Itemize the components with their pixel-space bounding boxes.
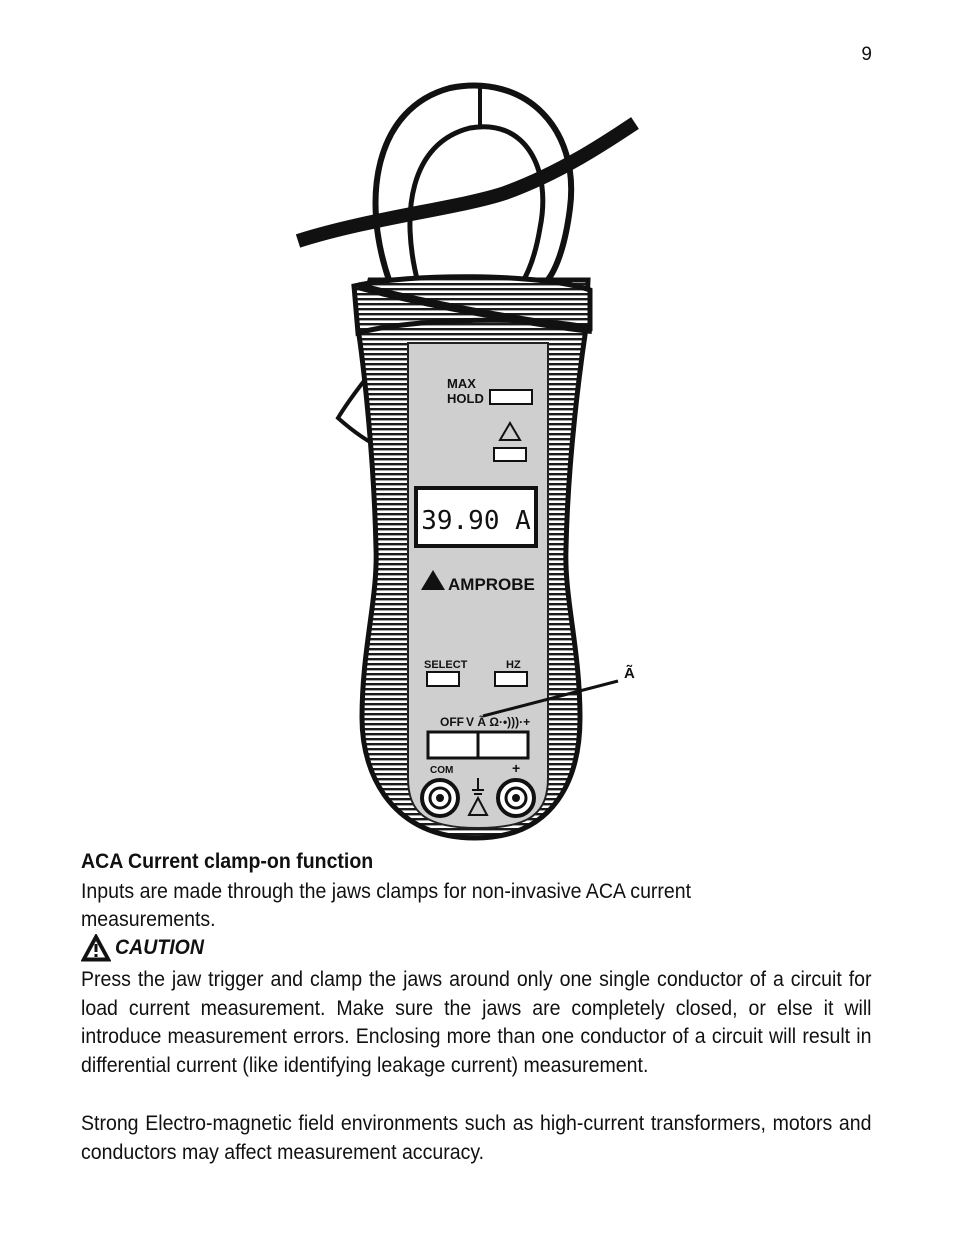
- hz-button: [495, 672, 527, 686]
- page-number: 9: [861, 44, 872, 65]
- caution-label: CAUTION: [115, 936, 204, 959]
- brand-name: AMPROBE: [448, 575, 535, 594]
- callout-label: Ã: [624, 665, 635, 682]
- warning-triangle-icon: [81, 934, 111, 962]
- positive-jack-icon: [498, 780, 534, 816]
- section-heading: ACA Current clamp-on function: [81, 850, 374, 873]
- max-hold-label-1: MAX: [447, 376, 476, 391]
- conductor-wire: [298, 123, 635, 241]
- caution-paragraph-2: Strong Electro-magnetic field environments such as high-current transformers, motors and conductors may affect measurement accuracy.: [81, 1112, 872, 1164]
- select-button: [427, 672, 459, 686]
- clamp-meter-illustration: [290, 78, 650, 848]
- relative-button: [494, 448, 526, 461]
- com-jack-icon: [422, 780, 458, 816]
- max-hold-button: [490, 390, 532, 404]
- lcd-reading: 39.90 A: [421, 506, 531, 536]
- caution-heading: [81, 932, 211, 964]
- section-body: Inputs are made through the jaws clamps for non-invasive ACA current measurements.: [81, 880, 692, 931]
- switch-off-label: OFF: [440, 715, 464, 729]
- select-label: SELECT: [424, 659, 468, 671]
- max-hold-label-2: HOLD: [447, 391, 484, 406]
- caution-paragraph-1: Press the jaw trigger and clamp the jaws around only one single conductor of a circuit for load current measurement. Make sure the jaws are completely closed, or else it will introduce measurement errors. Enclosing more than one conductor of a circuit will result in differential current (like identifying leakage current) measurement.: [81, 968, 872, 1077]
- com-label: COM: [430, 765, 454, 776]
- hz-label: HZ: [506, 659, 521, 671]
- plus-label: +: [512, 760, 521, 776]
- switch-symbols: V Ã Ω·•)))·+: [466, 715, 531, 729]
